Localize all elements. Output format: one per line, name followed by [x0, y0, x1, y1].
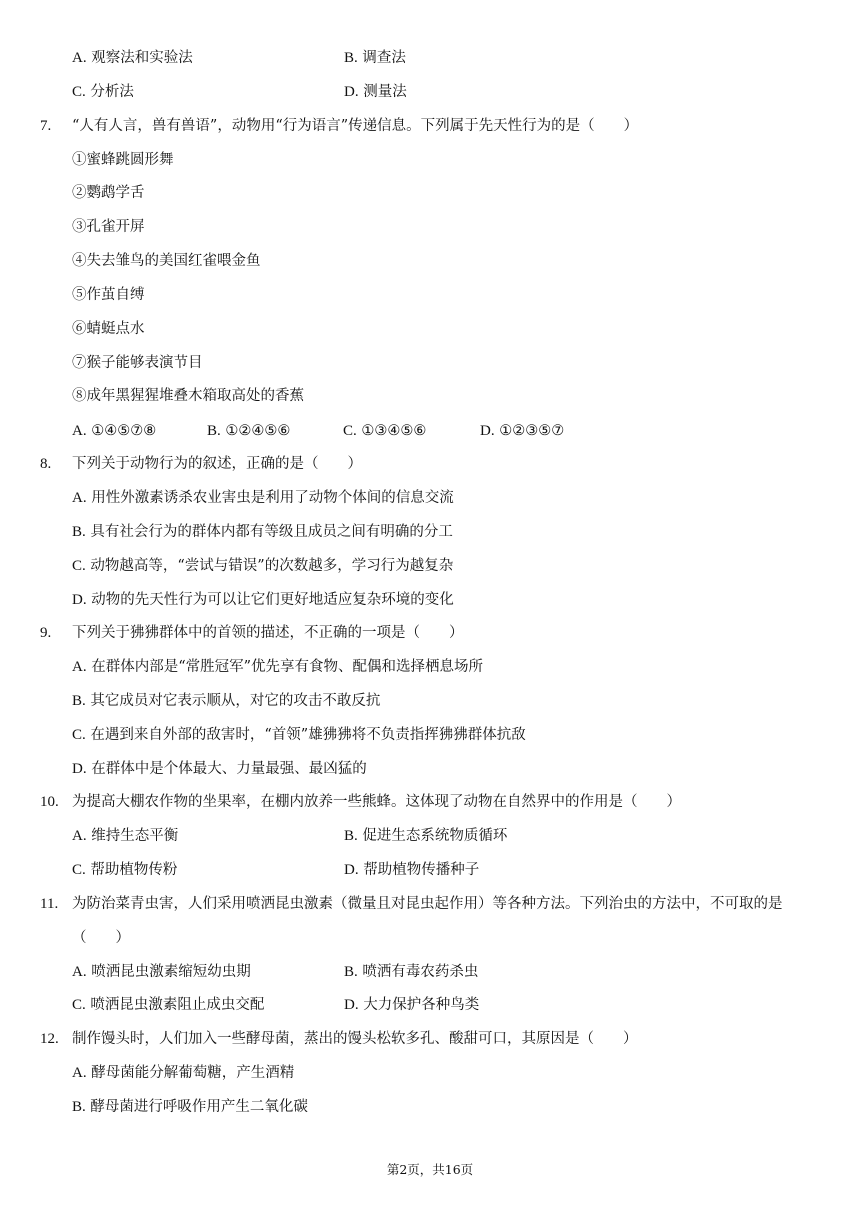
q11-option-c: C. 喷洒昆虫激素阻止成虫交配 — [72, 997, 265, 1013]
q11-option-d: D. 大力保护各种鸟类 — [344, 997, 480, 1013]
q7-item-3: ③孔雀开屏 — [72, 219, 145, 235]
q10-option-a: A. 维持生态平衡 — [72, 828, 179, 844]
q11-option-a: A. 喷洒昆虫激素缩短幼虫期 — [72, 964, 251, 980]
q9-option-a: A. 在群体内部是“常胜冠军”优先享有食物、配偶和选择栖息场所 — [72, 659, 484, 675]
q12-option-b: B. 酵母菌进行呼吸作用产生二氧化碳 — [72, 1099, 308, 1115]
q12-stem: 制作馒头时，人们加入一些酵母菌，蒸出的馒头松软多孔、酸甜可口，其原因是（ ） — [72, 1031, 638, 1047]
q8-stem: 下列关于动物行为的叙述，正确的是（ ） — [72, 456, 362, 472]
q7-item-2: ②鹦鹉学舌 — [72, 185, 145, 201]
q6-option-d: D. 测量法 — [344, 84, 407, 100]
q7-item-8: ⑧成年黑猩猩堆叠木箱取高处的香蕉 — [72, 388, 304, 404]
q10-number: 10. — [40, 794, 59, 810]
q11-stem: 为防治菜青虫害，人们采用喷洒昆虫激素（微量且对昆虫起作用）等各种方法。下列治虫的方法中，不可取的是 — [72, 896, 783, 912]
q7-item-7: ⑦猴子能够表演节目 — [72, 355, 203, 371]
q11-number: 11. — [40, 896, 59, 912]
q8-option-a: A. 用性外激素诱杀农业害虫是利用了动物个体间的信息交流 — [72, 490, 454, 506]
q8-number: 8. — [40, 456, 52, 472]
q9-stem: 下列关于狒狒群体中的首领的描述，不正确的一项是（ ） — [72, 625, 464, 641]
q8-option-b: B. 具有社会行为的群体内都有等级且成员之间有明确的分工 — [72, 524, 453, 540]
q7-item-5: ⑤作茧自缚 — [72, 287, 145, 303]
page-footer: 第2页，共16页 — [386, 1162, 474, 1177]
q11-option-b: B. 喷洒有毒农药杀虫 — [344, 964, 479, 980]
q8-option-d: D. 动物的先天性行为可以让它们更好地适应复杂环境的变化 — [72, 592, 454, 608]
q12-number: 12. — [40, 1031, 59, 1047]
q7-stem: “人有人言，兽有兽语”，动物用“行为语言”传递信息。下列属于先天性行为的是（ ） — [72, 118, 639, 134]
q9-option-d: D. 在群体中是个体最大、力量最强、最凶猛的 — [72, 761, 367, 777]
q10-stem: 为提高大棚农作物的坐果率，在棚内放养一些熊蜂。这体现了动物在自然界中的作用是（ ） — [72, 794, 681, 810]
q7-item-1: ①蜜蜂跳圆形舞 — [72, 152, 174, 168]
q6-option-b: B. 调查法 — [344, 50, 406, 66]
q11-stem-continued: （ ） — [72, 930, 130, 946]
q7-option-b: B. ①②④⑤⑥ — [207, 423, 291, 439]
q9-option-b: B. 其它成员对它表示顺从，对它的攻击不敢反抗 — [72, 693, 381, 709]
q10-option-c: C. 帮助植物传粉 — [72, 862, 178, 878]
q7-option-a: A. ①④⑤⑦⑧ — [72, 423, 157, 439]
q9-number: 9. — [40, 625, 52, 641]
q7-option-d: D. ①②③⑤⑦ — [480, 423, 565, 439]
q8-option-c: C. 动物越高等，“尝试与错误”的次数越多，学习行为越复杂 — [72, 558, 454, 574]
q10-option-b: B. 促进生态系统物质循环 — [344, 828, 508, 844]
q6-option-a: A. 观察法和实验法 — [72, 50, 193, 66]
q7-number: 7. — [40, 118, 52, 134]
q7-option-c: C. ①③④⑤⑥ — [343, 423, 427, 439]
q7-item-6: ⑥蜻蜓点水 — [72, 321, 145, 337]
q9-option-c: C. 在遇到来自外部的敌害时，“首领”雄狒狒将不负责指挥狒狒群体抗敌 — [72, 727, 526, 743]
q12-option-a: A. 酵母菌能分解葡萄糖，产生酒精 — [72, 1065, 295, 1081]
q7-item-4: ④失去雏鸟的美国红雀喂金鱼 — [72, 253, 261, 269]
q6-option-c: C. 分析法 — [72, 84, 134, 100]
q10-option-d: D. 帮助植物传播种子 — [344, 862, 480, 878]
